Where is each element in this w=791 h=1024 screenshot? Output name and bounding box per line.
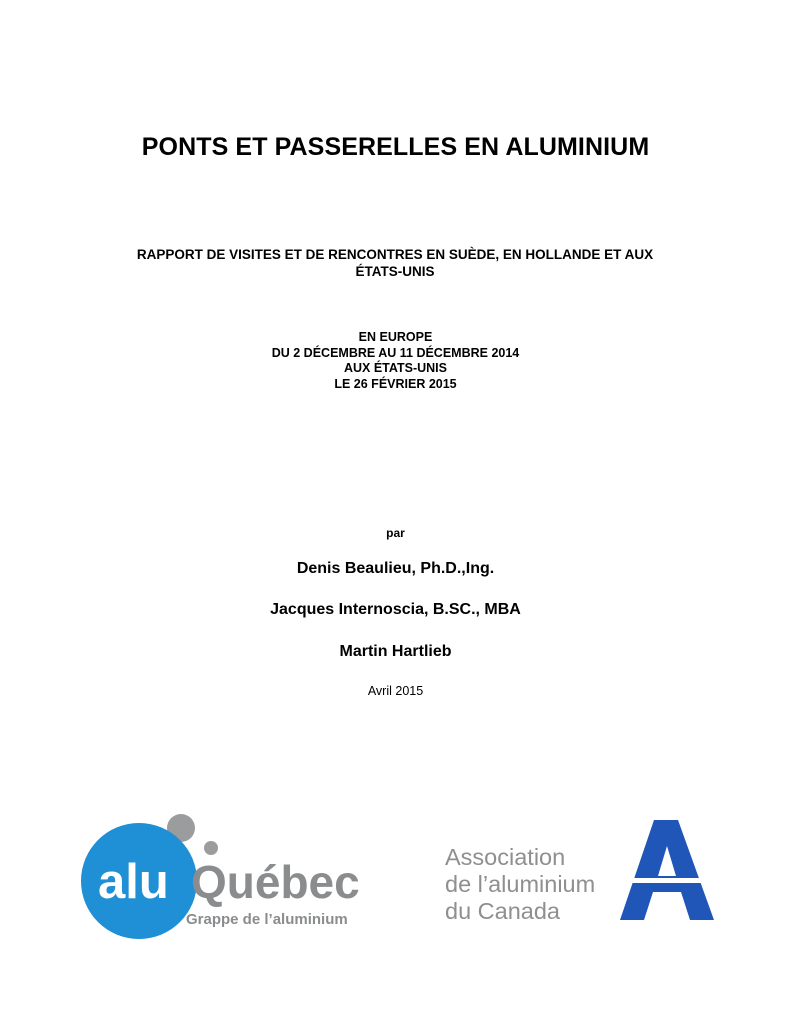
publication-date: Avril 2015 <box>367 684 424 698</box>
bubble-small-icon <box>204 841 218 855</box>
dates-line: AUX ÉTATS-UNIS <box>343 361 447 375</box>
subtitle-line-1: RAPPORT DE VISITES ET DE RENCONTRES EN SUÈDE, EN HOLLANDE ET AUX <box>136 247 654 262</box>
aac-logo <box>440 818 720 928</box>
document-title: PONTS ET PASSERELLES EN ALUMINIUM <box>141 133 650 161</box>
aac-line: du Canada <box>445 898 560 924</box>
aac-a-icon <box>618 818 718 922</box>
logo-alu-text: alu <box>98 855 169 909</box>
author-name: Jacques Internoscia, B.SC., MBA <box>270 601 521 618</box>
aac-line: de l’aluminium <box>445 871 596 897</box>
dates-line: EN EUROPE <box>358 330 433 344</box>
by-label: par <box>386 526 405 540</box>
aac-line: Association <box>445 844 566 870</box>
dates-line: DU 2 DÉCEMBRE AU 11 DÉCEMBRE 2014 <box>271 345 520 360</box>
author-name: Denis Beaulieu, Ph.D.,Ing. <box>296 560 495 577</box>
author-name: Martin Hartlieb <box>339 643 452 660</box>
document-subtitle <box>80 246 710 280</box>
visit-dates <box>0 330 791 392</box>
aac-wordmark <box>445 844 595 925</box>
dates-line: LE 26 FÉVRIER 2015 <box>334 376 457 391</box>
logo-tagline: Grappe de l’aluminium <box>186 911 348 928</box>
logo-quebec-text: Québec <box>191 856 360 908</box>
subtitle-line-2: ÉTATS-UNIS <box>355 264 435 279</box>
aluquebec-logo <box>80 810 370 940</box>
